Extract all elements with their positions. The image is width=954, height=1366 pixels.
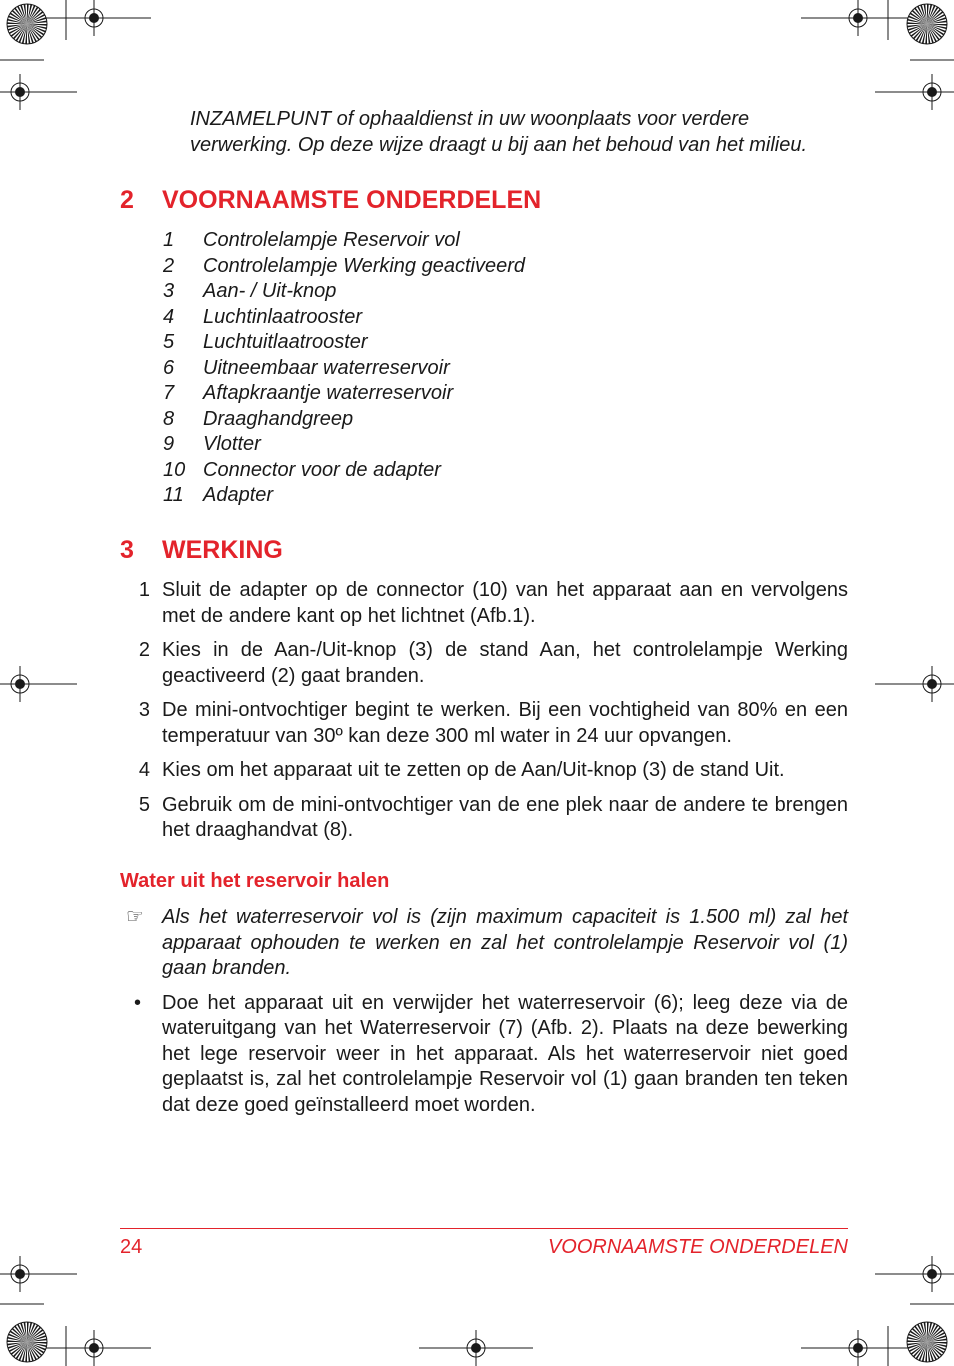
parts-list <box>163 228 853 509</box>
step-item <box>120 638 848 689</box>
item-number: 4 <box>163 305 175 328</box>
section-2-number: 2 <box>120 186 134 214</box>
section-2-heading <box>120 186 848 216</box>
list-item <box>163 458 853 484</box>
item-number: 6 <box>163 356 175 379</box>
item-number: 5 <box>163 331 175 353</box>
step-number: 5 <box>138 793 150 816</box>
step-text: Gebruik om de mini-ontvochtiger van de ene plek naar de andere te brengen het draaghandvat (8). <box>162 793 848 841</box>
item-text: Vlotter <box>203 433 261 455</box>
registration-target-icon <box>875 1256 954 1292</box>
star-target-icon <box>907 1322 947 1362</box>
pointing-hand-icon: ☞ <box>126 906 144 928</box>
registration-target-icon <box>0 1256 77 1292</box>
star-target-icon <box>907 4 947 44</box>
item-text: Controlelampje Werking geactiveerd <box>203 254 526 277</box>
registration-target-icon <box>875 74 954 110</box>
star-target-icon <box>7 1322 47 1362</box>
item-number: 1 <box>163 229 175 251</box>
step-number: 4 <box>138 759 150 781</box>
list-item <box>163 407 853 433</box>
step-item <box>120 578 848 629</box>
step-number: 1 <box>138 579 150 601</box>
registration-target-icon <box>37 1330 151 1366</box>
list-item <box>163 228 853 254</box>
item-number: 11 <box>163 484 184 506</box>
item-number: 8 <box>163 407 175 430</box>
item-text: Adapter <box>203 484 274 506</box>
list-item <box>163 381 853 407</box>
step-number: 2 <box>138 639 150 661</box>
item-text: Luchtinlaatrooster <box>203 305 362 328</box>
star-target-icon <box>7 4 47 44</box>
item-text: Controlelampje Reservoir vol <box>203 229 460 251</box>
step-item <box>120 793 848 844</box>
footer-divider <box>120 1228 848 1229</box>
registration-target-icon <box>875 666 954 702</box>
item-number: 3 <box>163 280 175 302</box>
bullet-item <box>120 991 848 1119</box>
subsection-title: Water uit het reservoir halen <box>120 870 390 892</box>
item-text: Luchtuitlaatrooster <box>203 331 368 353</box>
intro-paragraph: INZAMELPUNT of ophaaldienst in uw woonplaats voor verdere verwerking. Op deze wijze draagt u bij aan het behoud van het milieu. <box>190 108 808 156</box>
steps-list <box>120 578 848 853</box>
step-text: Kies om het apparaat uit te zetten op de Aan/Uit-knop (3) de stand Uit. <box>162 759 785 781</box>
item-number: 2 <box>163 254 175 277</box>
note-text: Als het waterreservoir vol is (zijn maximum capaciteit is 1.500 ml) zal het apparaat ophouden te werken en zal het controlelampje Reservoir vol (1) gaan branden. <box>162 906 848 979</box>
bullet-icon: • <box>134 991 142 1014</box>
list-item <box>163 432 853 458</box>
item-number: 10 <box>163 458 186 481</box>
registration-target-icon <box>801 0 915 36</box>
list-item <box>163 356 853 382</box>
list-item <box>163 254 853 280</box>
step-text: Kies in de Aan-/Uit-knop (3) de stand Aan, het controlelampje Werking geactiveerd (2) gaat branden. <box>162 639 848 687</box>
step-text: Sluit de adapter op de connector (10) van het apparaat aan en vervolgens met de andere kant op het lichtnet (Afb.1). <box>162 579 848 627</box>
registration-target-icon <box>0 666 77 702</box>
step-item <box>120 758 848 784</box>
item-text: Connector voor de adapter <box>203 458 441 481</box>
list-item <box>163 305 853 331</box>
registration-target-icon <box>801 1330 915 1366</box>
item-text: Uitneembaar waterreservoir <box>203 356 450 379</box>
list-item <box>163 483 853 509</box>
note-item <box>120 905 848 982</box>
list-item <box>163 330 853 356</box>
notes-block <box>120 905 848 1127</box>
step-item <box>120 698 848 749</box>
step-number: 3 <box>138 699 150 721</box>
section-3-title: WERKING <box>162 536 283 564</box>
item-text: Draaghandgreep <box>203 407 354 430</box>
item-number: 9 <box>163 433 175 455</box>
list-item <box>163 279 853 305</box>
registration-target-icon <box>419 1330 533 1366</box>
section-2-title: VOORNAAMSTE ONDERDELEN <box>162 186 542 214</box>
item-text: Aftapkraantje waterreservoir <box>203 382 454 404</box>
registration-target-icon <box>0 74 77 110</box>
section-3-heading <box>120 536 848 566</box>
registration-target-icon <box>37 0 151 36</box>
bullet-text: Doe het apparaat uit en verwijder het waterreservoir (6); leeg deze via de wateruitgang van het Waterreservoir (7) (Afb. 2). Plaats na deze bewerking het lege reservoir weer in het apparaat. Als het waterreservoir niet goed geplaatst is, zal het controlelampje Reservoir vol (1) gaan branden ten teken dat deze goed geïnstalleerd moet worden. <box>162 991 848 1116</box>
item-number: 7 <box>163 382 175 404</box>
item-text: Aan- / Uit-knop <box>203 280 337 302</box>
section-3-number: 3 <box>120 536 134 564</box>
running-footer-title: VOORNAAMSTE ONDERDELEN <box>547 1236 848 1258</box>
page-number: 24 <box>120 1236 143 1258</box>
step-text: De mini-ontvochtiger begint te werken. Bij een vochtigheid van 80% en een temperatuur van 30º kan deze 300 ml water in 24 uur opvangen. <box>162 699 848 747</box>
